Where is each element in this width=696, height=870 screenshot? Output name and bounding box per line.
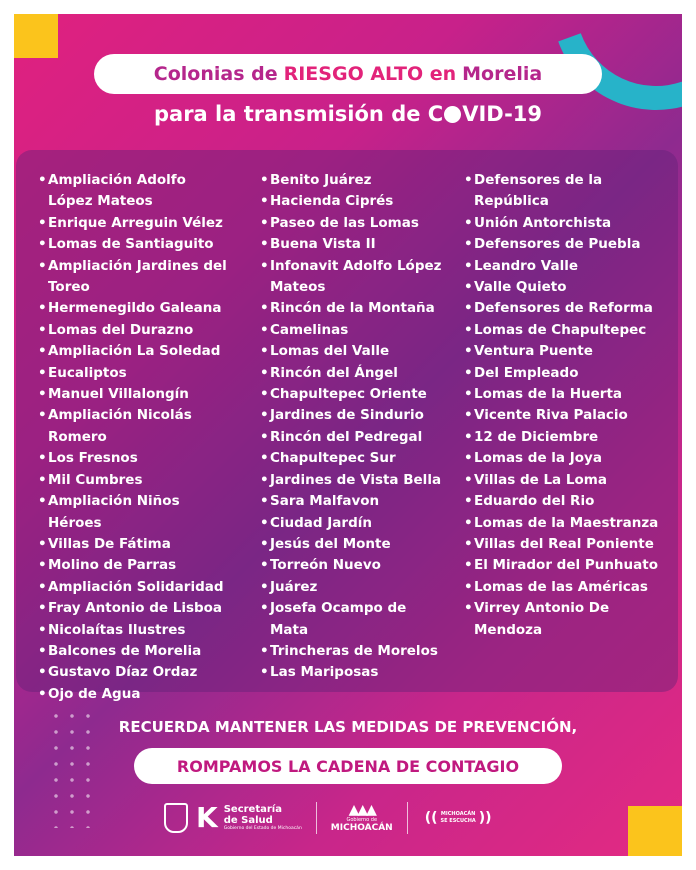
yellow-corner-square (14, 14, 58, 58)
neighborhood-column-2 (260, 170, 448, 684)
neighborhood-item: • Rincón del Pedregal (260, 427, 448, 448)
neighborhood-item: • Ojo de Agua (38, 684, 234, 705)
salud-subtitle: Gobierno del Estado de Michoacán (223, 826, 302, 831)
neighborhood-item: • Leandro Valle (464, 256, 664, 277)
subtitle (14, 102, 682, 126)
neighborhood-item: • Unión Antorchista (464, 213, 664, 234)
neighborhood-item: • Gustavo Díaz Ordaz (38, 662, 234, 683)
virus-icon (444, 106, 461, 123)
neighborhood-item: • El Mirador del Punhuato (464, 555, 664, 576)
neighborhood-item: • Molino de Parras (38, 555, 234, 576)
logo-divider (407, 802, 408, 834)
neighborhood-item: • Jardines de Sindurio (260, 405, 448, 426)
title-emphasis: RIESGO ALTO en (283, 63, 457, 85)
neighborhood-item: • Eduardo del Rio (464, 491, 664, 512)
neighborhood-column-3 (464, 170, 664, 641)
neighborhood-item: • Rincón de la Montaña (260, 298, 448, 319)
neighborhood-item: • Villas De Fátima (38, 534, 234, 555)
yellow-corner-square-bottom (628, 806, 682, 856)
neighborhood-item: • Villas de La Loma (464, 470, 664, 491)
neighborhood-item: • Lomas de la Maestranza (464, 513, 664, 534)
neighborhood-item: • Ampliación Adolfo López Mateos (38, 170, 234, 213)
neighborhood-item: • Defensores de la República (464, 170, 664, 213)
title-suffix: Morelia (462, 63, 543, 85)
neighborhood-item: • Los Fresnos (38, 448, 234, 469)
subtitle-suffix: VID-19 (462, 102, 543, 126)
state-shield-icon (164, 803, 188, 833)
neighborhood-item: • Las Mariposas (260, 662, 448, 683)
neighborhood-item: • Chapultepec Sur (260, 448, 448, 469)
neighborhood-item: • Ampliación Solidaridad (38, 577, 234, 598)
neighborhood-item: • Defensores de Reforma (464, 298, 664, 319)
neighborhood-item: • Torreón Nuevo (260, 555, 448, 576)
neighborhood-column-1 (38, 170, 234, 705)
neighborhood-item: • Lomas de la Huerta (464, 384, 664, 405)
gobierno-michoacan-logo (331, 803, 393, 833)
neighborhood-item: • Virrey Antonio De Mendoza (464, 598, 664, 641)
neighborhood-item: • Eucaliptos (38, 363, 234, 384)
poster (14, 14, 682, 856)
neighborhood-item: • Del Empleado (464, 363, 664, 384)
sound-wave-left-icon: (( (424, 810, 438, 826)
neighborhood-item: • Ventura Puente (464, 341, 664, 362)
neighborhood-item: • Sara Malfavon (260, 491, 448, 512)
neighborhood-item: • Paseo de las Lomas (260, 213, 448, 234)
neighborhood-item: • Lomas de la Joya (464, 448, 664, 469)
neighborhood-item: • Nicolaítas Ilustres (38, 620, 234, 641)
salud-title-1: Secretaría (223, 804, 282, 815)
neighborhood-item: • Buena Vista II (260, 234, 448, 255)
title-prefix: Colonias de (153, 63, 278, 85)
neighborhood-item: • Fray Antonio de Lisboa (38, 598, 234, 619)
salud-k-logo-icon: K (196, 801, 218, 834)
gobierno-name: MICHOACÁN (330, 823, 393, 833)
neighborhood-item: • Trincheras de Morelos (260, 641, 448, 662)
neighborhood-item: • 12 de Diciembre (464, 427, 664, 448)
michoacan-hands-icon: ▲▲▲ (348, 802, 375, 818)
neighborhood-item: • Lomas de Santiaguito (38, 234, 234, 255)
neighborhood-item: • Ampliación La Soledad (38, 341, 234, 362)
neighborhood-item: • Lomas de Chapultepec (464, 320, 664, 341)
salud-title-2: de Salud (223, 815, 273, 826)
sound-wave-right-icon: )) (478, 810, 492, 826)
neighborhood-item: • Valle Quieto (464, 277, 664, 298)
neighborhood-item: • Lomas del Durazno (38, 320, 234, 341)
escucha-line-1: MICHOACÁN (440, 811, 476, 817)
neighborhood-item: • Villas del Real Poniente (464, 534, 664, 555)
neighborhood-item: • Ampliación Niños Héroes (38, 491, 234, 534)
neighborhood-item: • Ampliación Nicolás Romero (38, 405, 234, 448)
neighborhood-item: • Jardines de Vista Bella (260, 470, 448, 491)
neighborhood-item: • Defensores de Puebla (464, 234, 664, 255)
logo-bar (164, 794, 532, 842)
prevention-reminder: RECUERDA MANTENER LAS MEDIDAS DE PREVENCIÓN, (118, 718, 578, 736)
neighborhood-item: • Enrique Arreguin Vélez (38, 213, 234, 234)
escucha-line-2: SE ESCUCHA (440, 818, 476, 824)
neighborhood-item: • Hacienda Ciprés (260, 191, 448, 212)
neighborhood-item: • Jesús del Monte (260, 534, 448, 555)
neighborhood-item: • Ciudad Jardín (260, 513, 448, 534)
subtitle-prefix: para la transmisión de C (153, 102, 444, 126)
secretaria-salud-logo (224, 804, 302, 832)
neighborhood-item: • Rincón del Ángel (260, 363, 448, 384)
neighborhood-item: • Lomas del Valle (260, 341, 448, 362)
neighborhood-item: • Camelinas (260, 320, 448, 341)
gobierno-small-text: Gobierno de (346, 817, 378, 823)
logo-divider (316, 802, 317, 834)
neighborhood-item: • Lomas de las Américas (464, 577, 664, 598)
escucha-text (441, 811, 476, 825)
neighborhood-item: • Ampliación Jardines del Toreo (38, 256, 234, 299)
michoacan-se-escucha-logo (422, 810, 495, 826)
neighborhood-item: • Benito Juárez (260, 170, 448, 191)
neighborhood-item: • Vicente Riva Palacio (464, 405, 664, 426)
neighborhood-item: • Chapultepec Oriente (260, 384, 448, 405)
contagion-cta-pill: ROMPAMOS LA CADENA DE CONTAGIO (134, 748, 562, 784)
neighborhood-item: • Balcones de Morelia (38, 641, 234, 662)
neighborhood-item: • Mil Cumbres (38, 470, 234, 491)
neighborhood-item: • Juárez (260, 577, 448, 598)
neighborhood-item: • Infonavit Adolfo López Mateos (260, 256, 448, 299)
neighborhood-item: • Josefa Ocampo de Mata (260, 598, 448, 641)
neighborhood-item: • Hermenegildo Galeana (38, 298, 234, 319)
title-pill (94, 54, 602, 94)
neighborhood-item: • Manuel Villalongín (38, 384, 234, 405)
